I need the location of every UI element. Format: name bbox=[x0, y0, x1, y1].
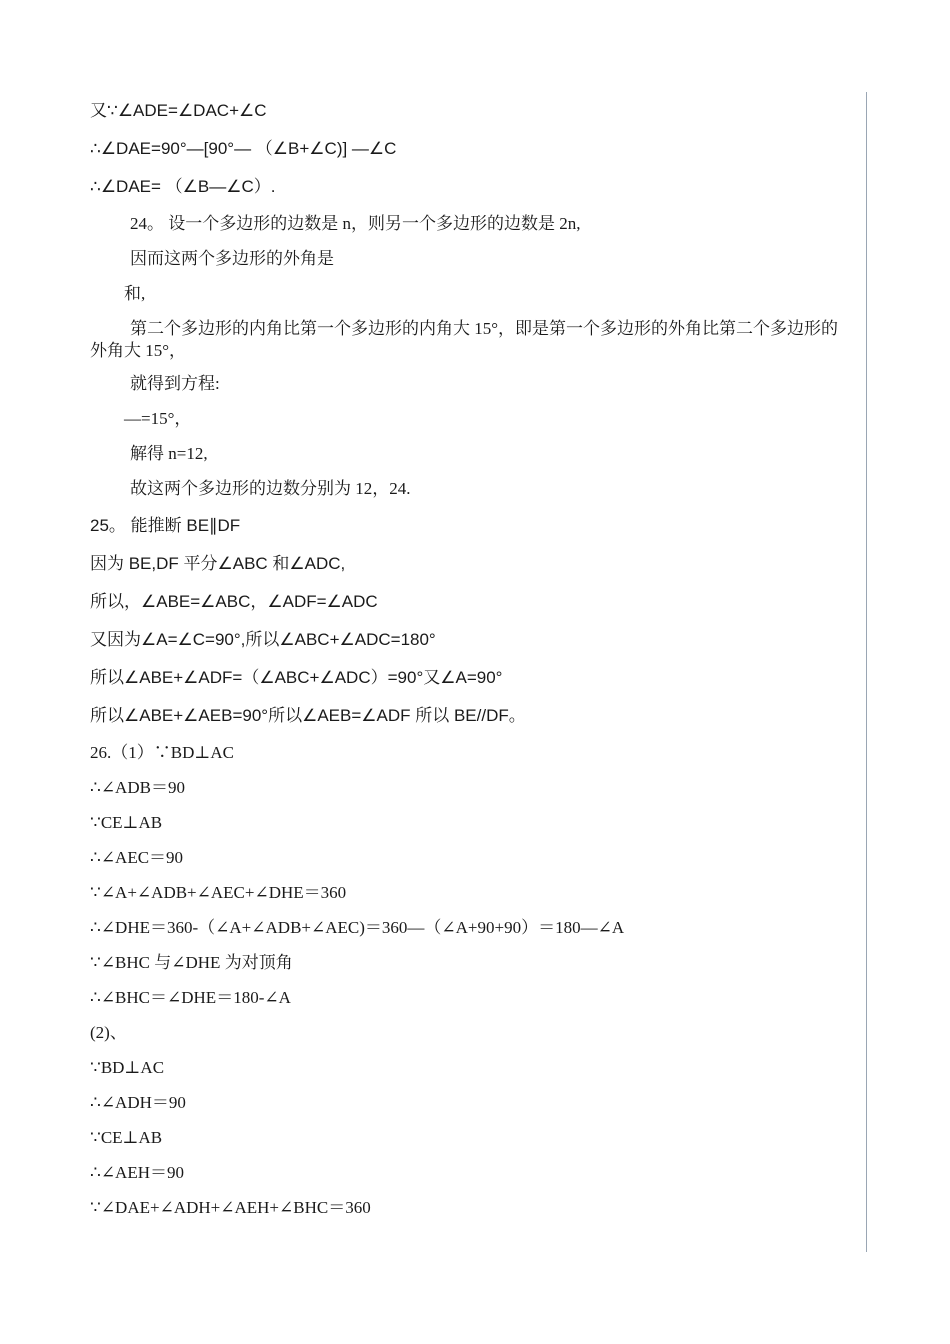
text-line: ∴∠AEC＝90 bbox=[90, 848, 184, 867]
equation-line: —=15°， bbox=[124, 409, 192, 428]
text-line: 26.（1）∵BD⊥AC bbox=[90, 743, 234, 762]
text-line: 所以∠ABE+∠AEB=90°所以∠AEB=∠ADF 所以 BE//DF。 bbox=[90, 706, 526, 725]
text-line: 24。 设一个多边形的边数是 n，则另一个多边形的边数是 2n, bbox=[130, 214, 581, 233]
text-line: ∵∠DAE+∠ADH+∠AEH+∠BHC＝360 bbox=[90, 1198, 371, 1217]
text-line: ∴∠AEH＝90 bbox=[90, 1163, 184, 1182]
text-line: ∴∠DAE= （∠B—∠C）. bbox=[90, 177, 276, 196]
text-line: ∴∠ADB＝90 bbox=[90, 778, 185, 797]
text-line: 所以，∠ABE=∠ABC，∠ADF=∠ADC bbox=[90, 592, 378, 611]
text-line: (2)、 bbox=[90, 1023, 127, 1042]
text-line: 所以∠ABE+∠ADF=（∠ABC+∠ADC）=90°又∠A=90° bbox=[90, 668, 503, 687]
paragraph: 第二个多边形的内角比第一个多边形的内角大 15°，即是第一个多边形的外角比第二个多边形的外角大 15°， bbox=[90, 319, 839, 360]
page-margin-line bbox=[866, 92, 867, 1252]
text-line: ∵∠BHC 与∠DHE 为对顶角 bbox=[90, 953, 293, 972]
text-line: ∴∠BHC＝∠DHE＝180-∠A bbox=[90, 988, 291, 1007]
text-line: 25。 能推断 BE∥DF bbox=[90, 516, 241, 535]
text-line: ∵CE⊥AB bbox=[90, 1128, 163, 1147]
text-line: 解得 n=12, bbox=[130, 444, 208, 463]
text-line: 因为 BE,DF 平分∠ABC 和∠ADC, bbox=[90, 554, 346, 573]
text-line: ∵BD⊥AC bbox=[90, 1058, 165, 1077]
text-line: 又因为∠A=∠C=90°,所以∠ABC+∠ADC=180° bbox=[90, 630, 436, 649]
text-line: 和, bbox=[124, 284, 146, 303]
text-line: ∵CE⊥AB bbox=[90, 813, 163, 832]
text-line: ∴∠ADH＝90 bbox=[90, 1093, 186, 1112]
text-line: 故这两个多边形的边数分别为 12，24. bbox=[130, 479, 411, 498]
text-line: ∵∠A+∠ADB+∠AEC+∠DHE＝360 bbox=[90, 883, 347, 902]
text-line: 又∵∠ADE=∠DAC+∠C bbox=[90, 101, 267, 120]
text-line: ∴∠DHE＝360-（∠A+∠ADB+∠AEC)＝360—（∠A+90+90）＝180—∠A bbox=[90, 918, 625, 937]
text-line: 因而这两个多边形的外角是 bbox=[130, 249, 334, 268]
text-line: ∴∠DAE=90°—[90°— （∠B+∠C)] —∠C bbox=[90, 139, 397, 158]
text-line: 就得到方程: bbox=[130, 374, 220, 393]
